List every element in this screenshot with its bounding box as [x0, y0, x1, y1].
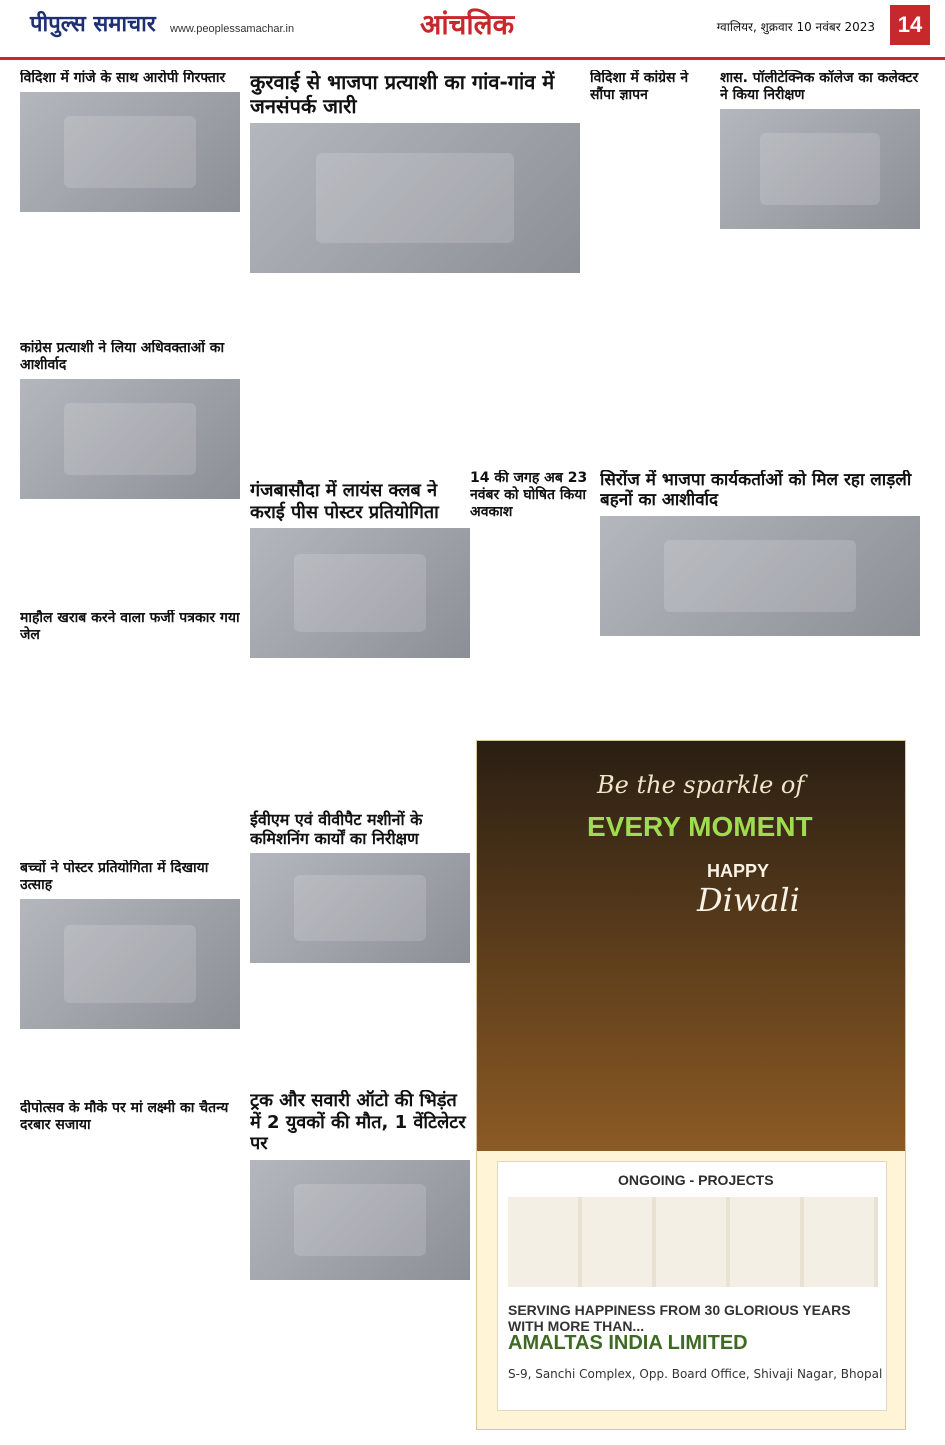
story-headline: कुरवाई से भाजपा प्रत्याशी का गांव-गांव में जनसंपर्क जारी: [250, 70, 555, 118]
story-vidisha-ganja: [20, 70, 240, 330]
publication-date: ग्वालियर, शुक्रवार 10 नवंबर 2023: [716, 20, 875, 34]
ad-address: S-9, Sanchi Complex, Opp. Board Office, Shivaji Nagar, Bhopal: [508, 1367, 883, 1381]
story-headline: सिरोंज में भाजपा कार्यकर्ताओं को मिल रहा लाड़ली बहनों का आशीर्वाद: [600, 470, 912, 511]
ad-projects-title: ONGOING - PROJECTS: [618, 1172, 774, 1188]
newspaper-brand: पीपुल्स समाचार: [30, 11, 156, 37]
story-fake-journalist: [20, 610, 240, 850]
story-poster-competition-kids: [20, 860, 240, 1090]
story-photo: [250, 1160, 470, 1280]
story-headline: दीपोत्सव के मौके पर मां लक्ष्मी का चैतन्य दरबार सजाया: [20, 1100, 229, 1133]
ad-greeting-main: Diwali: [697, 881, 800, 919]
newspaper-url: www.peoplessamachar.in: [170, 23, 295, 35]
story-photo: [600, 516, 920, 636]
story-evm-inspection: [250, 810, 470, 1080]
story-holiday-declared: [470, 470, 590, 700]
story-headline: 14 की जगह अब 23 नवंबर को घोषित किया अवकाश: [470, 470, 588, 520]
ad-tagline: Be the sparkle of: [597, 771, 805, 799]
story-headline: ट्रक और सवारी ऑटो की भिड़ंत में 2 युवकों की मौत, 1 वेंटिलेटर पर: [250, 1090, 466, 1155]
ad-projects-panel: [497, 1161, 887, 1411]
story-photo: [250, 853, 470, 963]
story-headline: शास. पॉलीटेक्निक कॉलेज का कलेक्टर ने किया निरीक्षण: [720, 70, 919, 103]
story-headline: विदिशा में गांजे के साथ आरोपी गिरफ्तार: [20, 70, 226, 86]
story-photo: [20, 899, 240, 1029]
story-laxmi-darbar: [20, 1100, 240, 1420]
story-headline: कांग्रेस प्रत्याशी ने लिया अधिवक्ताओं का आशीर्वाद: [20, 340, 225, 373]
ad-photo: [477, 741, 905, 1151]
masthead: [0, 0, 945, 60]
story-photo: [20, 379, 240, 499]
story-headline: बच्चों ने पोस्टर प्रतियोगिता में दिखाया उत्साह: [20, 860, 209, 893]
ad-bottom-text: SERVING HAPPINESS FROM 30 GLORIOUS YEARS WITH MORE THAN...: [508, 1302, 851, 1334]
story-headline: विदिशा में कांग्रेस ने सौंपा ज्ञापन: [590, 70, 689, 103]
story-congress-memo: [590, 70, 710, 460]
ad-tagline-main: EVERY MOMENT: [587, 811, 813, 842]
story-congress-lawyers: [20, 340, 240, 600]
story-photo: [720, 109, 920, 229]
story-headline: गंजबासौदा में लायंस क्लब ने कराई पीस पोस्टर प्रतियोगिता: [250, 480, 439, 523]
ad-greeting: HAPPY: [707, 861, 770, 881]
story-headline: माहौल खराब करने वाला फर्जी पत्रकार गया जेल: [20, 610, 240, 643]
ad-project-logos: [508, 1197, 878, 1287]
ad-brand: AMALTAS INDIA LIMITED: [508, 1332, 748, 1354]
story-lions-club: [250, 480, 470, 800]
story-photo: [20, 92, 240, 212]
story-truck-auto-accident: [250, 1090, 470, 1420]
story-photo: [250, 528, 470, 658]
story-polytechnic-inspection: [720, 70, 920, 460]
section-title: आंचलिक: [420, 8, 515, 41]
story-laadli-behna: [600, 470, 920, 730]
story-photo: [250, 123, 580, 273]
page-number: 14: [890, 5, 930, 45]
diwali-ad: [476, 740, 906, 1430]
story-kurwai-bjp: [250, 70, 580, 470]
story-headline: ईवीएम एवं वीवीपैट मशीनों के कमिशनिंग कार्यों का निरीक्षण: [250, 810, 423, 849]
